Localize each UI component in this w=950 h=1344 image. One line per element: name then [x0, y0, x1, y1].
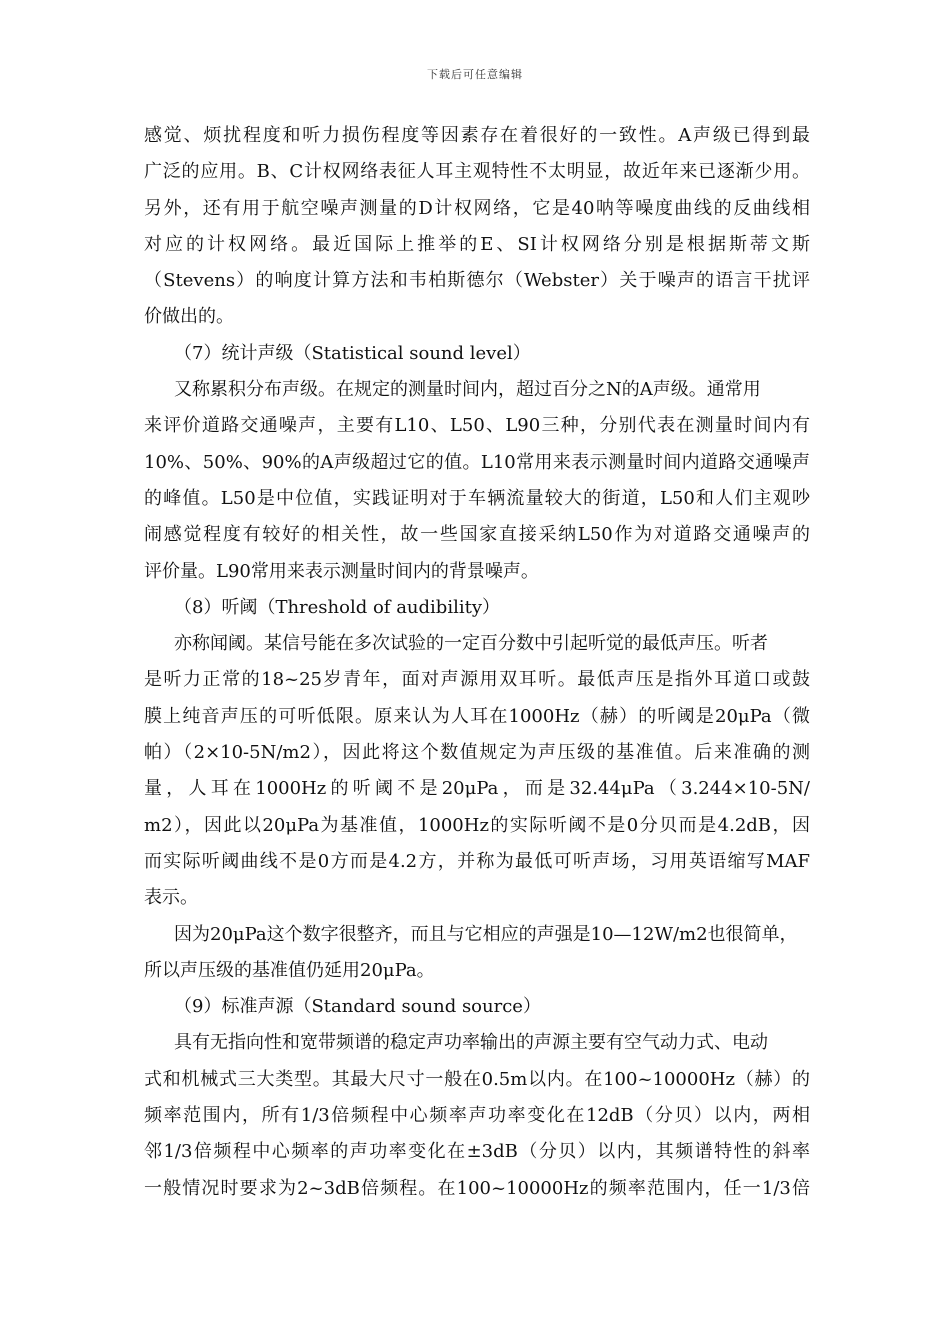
text-line: 感觉、烦扰程度和听力损伤程度等因素存在着很好的一致性。A声级已得到最 [144, 125, 810, 146]
text-line: 评价量。L90常用来表示测量时间内的背景噪声。 [144, 560, 539, 582]
document-body [144, 118, 810, 1207]
text-line: 的峰值。L50是中位值，实践证明对于车辆流量较大的街道，L50和人们主观吵 [144, 487, 810, 509]
text-line: 因为20μPa这个数字很整齐，而且与它相应的声强是10—12W/m2也很简单， [174, 923, 798, 945]
text-line: 亦称闻阈。某信号能在多次试验的一定百分数中引起听觉的最低声压。听者 [174, 633, 768, 655]
text-line: 具有无指向性和宽带频谱的稳定声功率输出的声源主要有空气动力式、电动 [174, 1032, 768, 1054]
text-line: 又称累积分布声级。在规定的测量时间内，超过百分之N的A声级。通常用 [174, 379, 761, 401]
section-heading: （8）听阈（Threshold of audibility） [174, 596, 500, 618]
text-line: 帕）（2×10-5N/m2），因此将这个数值规定为声压级的基准值。后来准确的测 [144, 742, 810, 764]
page-header: 下载后可任意编辑 [427, 68, 523, 81]
text-line: 是听力正常的18~25岁青年，面对声源用双耳听。最低声压是指外耳道口或鼓 [144, 669, 810, 691]
section-heading: （9）标准声源（Standard sound source） [174, 996, 541, 1018]
text-line: 表示。 [144, 887, 198, 909]
text-line: 闹感觉程度有较好的相关性，故一些国家直接采纳L50作为对道路交通噪声的 [144, 524, 810, 546]
section-heading: （7）统计声级（Statistical sound level） [174, 342, 531, 364]
text-line: 对应的计权网络。最近国际上推举的E、SI计权网络分别是根据斯蒂文斯 [144, 233, 810, 255]
text-line: 量，人耳在1000Hz的听阈不是20μPa，而是32.44μPa（3.244×10-5N/ [144, 778, 810, 800]
text-line: m2），因此以20μPa为基准值，1000Hz的实际听阈不是0分贝而是4.2dB，因 [144, 814, 810, 836]
text-line: （Stevens）的响度计算方法和韦柏斯德尔（Webster）关于噪声的语言干扰评 [144, 270, 810, 292]
text-line: 一般情况时要求为2~3dB倍频程。在100~10000Hz的频率范围内，任一1/3倍 [144, 1177, 810, 1199]
text-line: 价做出的。 [144, 306, 234, 328]
text-line: 而实际听阈曲线不是0方而是4.2方，并称为最低可听声场，习用英语缩写MAF [144, 850, 810, 872]
text-line: 所以声压级的基准值仍延用20μPa。 [144, 959, 435, 981]
text-line: 另外，还有用于航空噪声测量的D计权网络，它是40呐等噪度曲线的反曲线相 [144, 197, 810, 219]
text-line: 邻1/3倍频程中心频率的声功率变化在±3dB（分贝）以内，其频谱特性的斜率 [144, 1141, 810, 1163]
text-line: 频率范围内，所有1/3倍频程中心频率声功率变化在12dB（分贝）以内，两相 [144, 1105, 810, 1127]
text-line: 广泛的应用。B、C计权网络表征人耳主观特性不太明显，故近年来已逐渐少用。 [144, 161, 810, 183]
text-line: 膜上纯音声压的可听低限。原来认为人耳在1000Hz（赫）的听阈是20μPa（微 [144, 705, 810, 727]
text-line: 式和机械式三大类型。其最大尺寸一般在0.5m以内。在100~10000Hz（赫）的 [144, 1068, 810, 1090]
text-line: 10%、50%、90%的A声级超过它的值。L10常用来表示测量时间内道路交通噪声 [144, 451, 810, 473]
text-line: 来评价道路交通噪声，主要有L10、L50、L90三种，分别代表在测量时间内有 [144, 415, 810, 437]
